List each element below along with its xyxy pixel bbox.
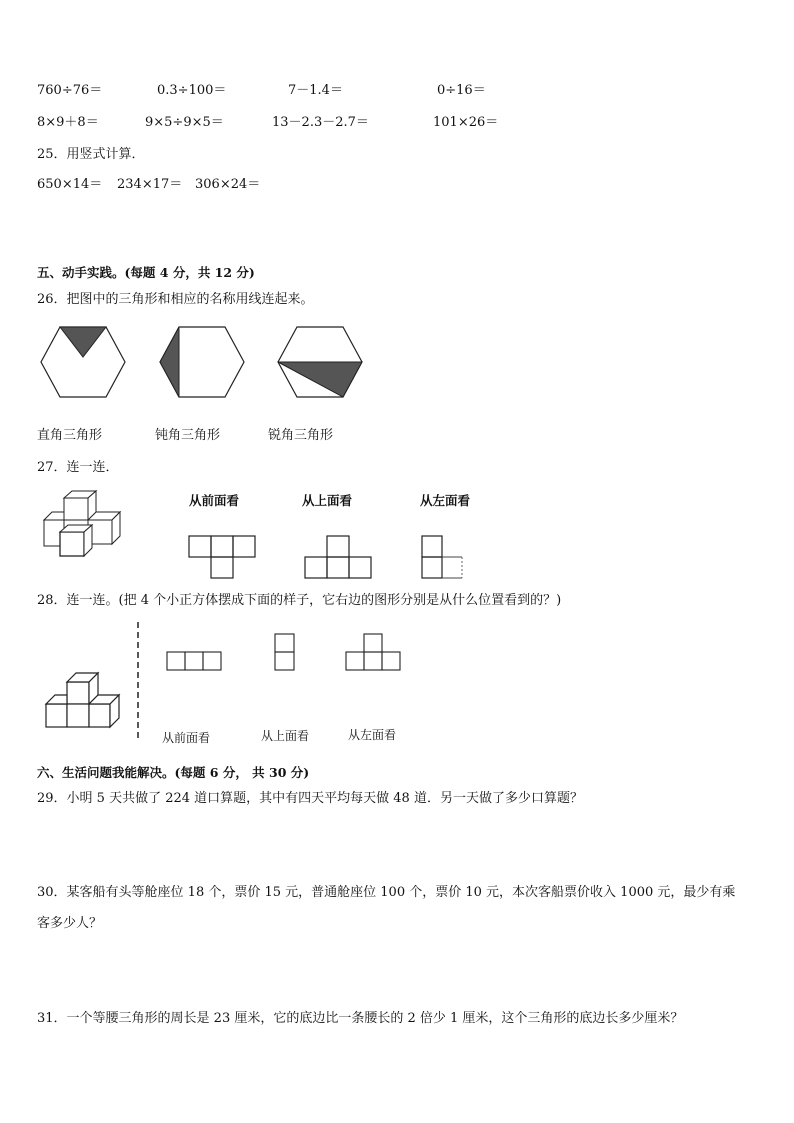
q27-view-shape-1 <box>188 535 256 581</box>
oral-item-7: 13－2.3－2.7＝ <box>272 115 369 130</box>
oral-item-1: 760÷76＝ <box>37 83 103 98</box>
dashed-divider <box>136 622 140 740</box>
oral-item-3: 7－1.4＝ <box>288 83 343 98</box>
q27-view-top: 从上面看 <box>302 493 353 508</box>
triangle-label-right: 直角三角形 <box>37 428 103 443</box>
q28-view-shape-1 <box>166 651 222 671</box>
q27-view-shape-2 <box>304 535 372 581</box>
oral-item-8: 101×26＝ <box>433 115 499 130</box>
q31-text: 31．一个等腰三角形的周长是 23 厘米，它的底边比一条腰长的 2 倍少 1 厘米，这个三角形的底边长多少厘米？ <box>37 1011 684 1026</box>
four-cube-figure <box>45 668 125 730</box>
q28-view-shape-3 <box>345 633 403 671</box>
hexagon-figure-3 <box>275 325 365 400</box>
section6-title: 六、生活问题我能解决。(每题 6 分， 共 30 分) <box>37 765 310 780</box>
q28-view-top: 从上面看 <box>261 729 310 743</box>
cube-stack-figure <box>40 490 130 558</box>
q27-title: 27．连一连． <box>37 460 119 475</box>
oral-item-6: 9×5÷9×5＝ <box>145 115 224 130</box>
q27-view-left: 从左面看 <box>420 493 471 508</box>
q27-view-front: 从前面看 <box>189 493 240 508</box>
q28-view-left: 从左面看 <box>348 728 397 742</box>
q29-text: 29．小明 5 天共做了 224 道口算题，其中有四天平均每天做 48 道．另一天做了多少口算题？ <box>37 791 583 806</box>
vertical-calc-3: 306×24＝ <box>195 177 261 192</box>
section5-title: 五、动手实践。(每题 4 分，共 12 分) <box>37 265 255 280</box>
oral-item-4: 0÷16＝ <box>437 83 486 98</box>
hexagon-figure-1 <box>38 325 128 400</box>
vertical-calc-1: 650×14＝ <box>37 177 103 192</box>
q28-title: 28．连一连。(把 4 个小正方体摆成下面的样子，它右边的图形分别是从什么位置看到的？) <box>37 593 562 608</box>
q30-line1: 30．某客船有头等舱座位 18 个，票价 15 元，普通舱座位 100 个，票价 10 元，本次客船票价收入 1000 元，最少有乘 <box>37 885 736 900</box>
q26-title: 26．把图中的三角形和相应的名称用线连起来。 <box>37 292 314 307</box>
oral-item-2: 0.3÷100＝ <box>157 83 227 98</box>
hexagon-figure-2 <box>157 325 247 400</box>
q25-title: 25．用竖式计算． <box>37 147 145 162</box>
triangle-label-obtuse: 钝角三角形 <box>155 428 221 443</box>
q28-view-shape-2 <box>274 633 296 671</box>
vertical-calc-2: 234×17＝ <box>117 177 183 192</box>
q28-view-front: 从前面看 <box>162 731 211 745</box>
q30-line2: 客多少人？ <box>37 916 103 931</box>
oral-item-5: 8×9＋8＝ <box>37 115 99 130</box>
q27-view-shape-3 <box>421 535 467 581</box>
triangle-label-acute: 锐角三角形 <box>268 428 334 443</box>
